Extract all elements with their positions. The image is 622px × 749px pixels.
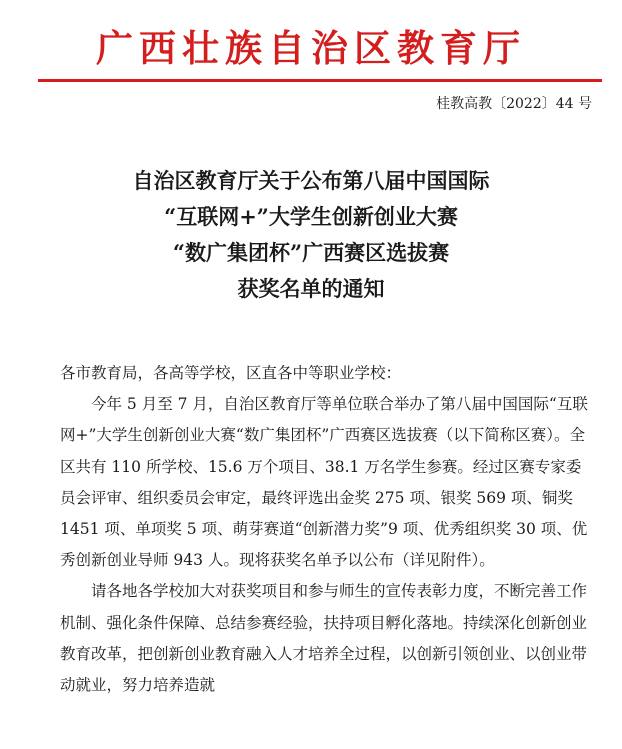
paragraph-1: 今年 5 月至 7 月，自治区教育厅等单位联合举办了第八届中国国际“互联网+”大学生创新创业大赛“数广集团杯”广西赛区选拔赛（以下简称区赛）。全区共有 110 所学校、15.6 万个项目、38.1 万名学生参赛。经过区赛专家委员会评审、组织委员会审定，最终评选出金奖 275 项、银奖 569 项、铜奖 1451 项、单项奖 5 项、萌芽赛道“创新潜力奖”9 项、优秀组织奖 30 项、优秀创新创业导师 943 人。现将获奖名单予以公布（详见附件）。 — [60, 395, 588, 570]
salutation: 各市教育局，各高等学校，区直各中等职业学校： — [60, 364, 402, 382]
title-line-1: 自治区教育厅关于公布第八届中国国际 — [132, 168, 490, 193]
document-number: 桂教高教〔2022〕44 号 — [436, 96, 592, 112]
title-line-2: “互联网+”大学生创新创业大赛 — [164, 204, 458, 229]
paragraph-2: 请各地各学校加大对获奖项目和参与师生的宣传表彰力度，不断完善工作机制、强化条件保障、总结参赛经验，扶持项目孵化落地。持续深化创新创业教育改革，把创新创业教育融入人才培养全过程，以创新引领创业、以创业带动就业，努力培养造就 — [60, 582, 588, 695]
issuing-authority-header: 广西壮族自治区教育厅 — [96, 26, 526, 70]
title-line-4: 获奖名单的通知 — [237, 276, 385, 301]
header-red-divider — [38, 79, 602, 82]
title-line-3: “数广集团杯”广西赛区选拔赛 — [172, 240, 450, 265]
document-title — [0, 163, 622, 307]
document-body — [60, 358, 595, 701]
